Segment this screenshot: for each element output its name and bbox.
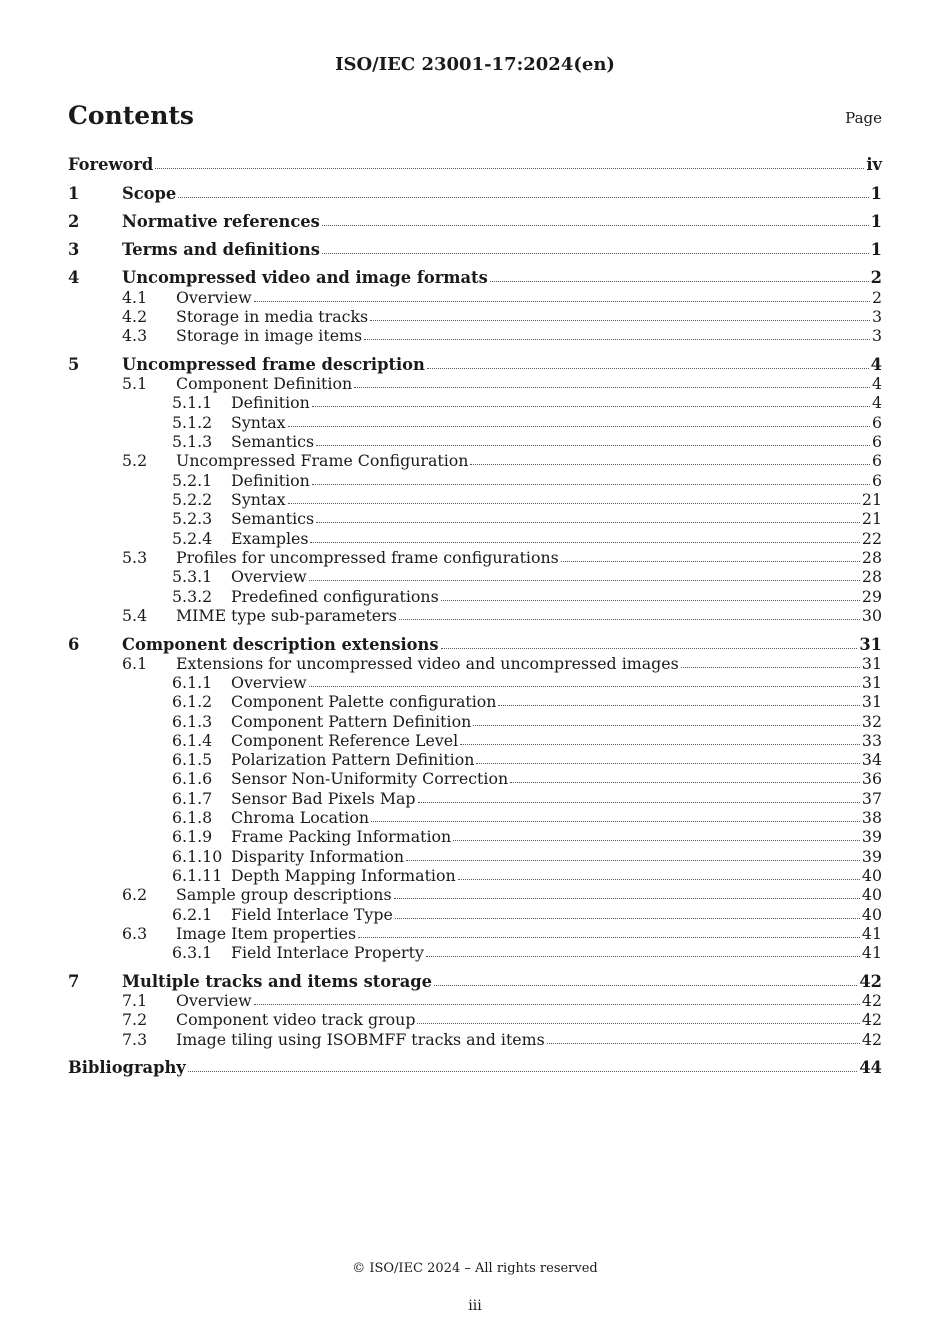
toc-entry-number: 5.3 [122, 548, 148, 567]
toc-entry[interactable] [0, 326, 950, 345]
toc-entry-title: Overview [231, 673, 307, 692]
toc-entry-title: Component video track group [176, 1010, 416, 1029]
toc-entry[interactable] [0, 307, 950, 326]
toc-entry[interactable] [0, 827, 950, 846]
toc-entry[interactable] [0, 240, 950, 259]
toc-entry[interactable] [0, 268, 950, 287]
toc-entry[interactable] [0, 731, 950, 750]
dot-leader [322, 224, 869, 226]
toc-entry-number: 5.4 [122, 606, 148, 625]
toc-entry-page: 2 [870, 268, 882, 287]
dot-leader [394, 897, 860, 899]
toc-entry-number: 6.1.8 [172, 808, 213, 827]
dot-leader [364, 338, 870, 340]
toc-entry[interactable] [0, 413, 950, 432]
toc-entry-number: 5.2.1 [172, 471, 213, 490]
toc-entry-title: Normative references [122, 212, 320, 231]
dot-leader [288, 502, 860, 504]
toc-entry-number: 4.2 [122, 307, 148, 326]
toc-entry-title: Scope [122, 184, 177, 203]
toc-entry-page: 39 [861, 847, 882, 866]
toc-entry[interactable] [0, 972, 950, 991]
toc-entry[interactable] [0, 548, 950, 567]
toc-entry-page: 41 [861, 943, 882, 962]
toc-entry-number: 5 [68, 355, 80, 374]
toc-entry-title: Terms and definitions [122, 240, 320, 259]
toc-entry-number: 6.1.9 [172, 827, 213, 846]
dot-leader [370, 319, 870, 321]
dot-leader [441, 599, 860, 601]
toc-entry-number: 4.3 [122, 326, 148, 345]
toc-entry-page: 42 [859, 972, 882, 991]
toc-entry-page: 31 [859, 635, 882, 654]
toc-entry-title: Examples [231, 529, 309, 548]
dot-leader [316, 444, 870, 446]
dot-leader [453, 839, 860, 841]
toc-entry-number: 5.1.2 [172, 413, 213, 432]
toc-entry-page: 1 [870, 184, 882, 203]
toc-entry-page: 42 [861, 1010, 882, 1029]
toc-entry-title: Multiple tracks and items storage [122, 972, 433, 991]
toc-entry-number: 7 [68, 972, 80, 991]
toc-entry[interactable] [0, 587, 950, 606]
toc-entry-title: Semantics [231, 509, 315, 528]
toc-entry-number: 6.1.11 [172, 866, 223, 885]
toc-entry[interactable] [0, 432, 950, 451]
toc-entry-number: 4.1 [122, 288, 148, 307]
toc-entry[interactable] [0, 212, 950, 231]
toc-entry-title: Component Reference Level [231, 731, 459, 750]
toc-entry-title: Image Item properties [176, 924, 357, 943]
toc-entry-page: 28 [861, 567, 882, 586]
toc-entry-page: 38 [861, 808, 882, 827]
toc-entry-page: 42 [861, 1030, 882, 1049]
toc-entry[interactable] [0, 905, 950, 924]
toc-entry-title: Component Palette configuration [231, 692, 497, 711]
toc-entry-page: 1 [870, 212, 882, 231]
toc-entry-title: Image tiling using ISOBMFF tracks and items [176, 1030, 545, 1049]
toc-entry-number: 6.1.5 [172, 750, 213, 769]
toc-entry-page: 31 [861, 692, 882, 711]
toc-entry-page: 21 [861, 490, 882, 509]
dot-leader [310, 541, 859, 543]
dot-leader [561, 560, 860, 562]
dot-leader [354, 386, 870, 388]
toc-entry-number: 2 [68, 212, 80, 231]
dot-leader [498, 704, 859, 706]
toc-entry-title: Definition [231, 471, 310, 490]
toc-entry[interactable] [0, 567, 950, 586]
toc-entry-title: Uncompressed frame description [122, 355, 425, 374]
toc-entry-page: iv [866, 155, 882, 174]
toc-entry[interactable] [0, 769, 950, 788]
toc-entry-page: 33 [861, 731, 882, 750]
toc-entry-number: 5.1.1 [172, 393, 213, 412]
toc-entry-number: 6.1.3 [172, 712, 213, 731]
toc-entry-page: 36 [861, 769, 882, 788]
toc-entry-page: 6 [871, 413, 882, 432]
toc-entry-title: Bibliography [68, 1058, 186, 1077]
toc-entry[interactable] [0, 924, 950, 943]
toc-entry[interactable] [0, 943, 950, 962]
toc-entry-title: MIME type sub-parameters [176, 606, 397, 625]
toc-entry-title: Syntax [231, 413, 286, 432]
toc-entry-title: Uncompressed video and image formats [122, 268, 488, 287]
toc-entry-title: Overview [176, 288, 252, 307]
toc-entry-page: 34 [861, 750, 882, 769]
toc-entry-page: 3 [871, 326, 882, 345]
toc-entry[interactable] [0, 789, 950, 808]
toc-entry-number: 3 [68, 240, 80, 259]
toc-entry-page: 4 [870, 355, 882, 374]
toc-entry-title: Overview [176, 991, 252, 1010]
toc-entry-title: Extensions for uncompressed video and uncompressed images [176, 654, 679, 673]
toc-entry-page: 41 [861, 924, 882, 943]
dot-leader [490, 280, 869, 282]
toc-entry-page: 31 [861, 654, 882, 673]
toc-entry[interactable] [0, 374, 950, 393]
toc-entry-number: 6.1.1 [172, 673, 213, 692]
toc-entry-title: Predefined configurations [231, 587, 439, 606]
dot-leader [417, 1022, 859, 1024]
toc-entry-number: 6.2 [122, 885, 148, 904]
dot-leader [178, 196, 868, 198]
toc-entry-title: Syntax [231, 490, 286, 509]
dot-leader [547, 1042, 860, 1044]
toc-entry-number: 6.2.1 [172, 905, 213, 924]
toc-entry[interactable] [0, 673, 950, 692]
toc-entry-page: 28 [861, 548, 882, 567]
toc-entry-title: Sample group descriptions [176, 885, 392, 904]
dot-leader [254, 1003, 860, 1005]
toc-entry-page: 42 [861, 991, 882, 1010]
toc-entry[interactable] [0, 529, 950, 548]
toc-entry-title: Field Interlace Type [231, 905, 393, 924]
toc-entry[interactable] [0, 692, 950, 711]
toc-entry[interactable] [0, 184, 950, 203]
toc-entry-title: Sensor Non-Uniformity Correction [231, 769, 509, 788]
dot-leader [371, 820, 860, 822]
toc-entry[interactable] [0, 509, 950, 528]
dot-leader [288, 425, 870, 427]
dot-leader [254, 300, 870, 302]
footer-page-number: iii [468, 1298, 482, 1314]
toc-entry[interactable] [0, 355, 950, 374]
toc-entry-number: 4 [68, 268, 80, 287]
contents-title: Contents [68, 101, 195, 130]
toc-entry[interactable] [0, 606, 950, 625]
toc-entry-number: 7.2 [122, 1010, 148, 1029]
toc-entry-page: 40 [861, 885, 882, 904]
toc-entry-title: Component Definition [176, 374, 353, 393]
toc-entry-number: 5.3.1 [172, 567, 213, 586]
toc-entry-page: 44 [859, 1058, 882, 1077]
dot-leader [434, 984, 857, 986]
toc-entry-page: 3 [871, 307, 882, 326]
dot-leader [309, 685, 860, 687]
toc-entry-page: 31 [861, 673, 882, 692]
toc-entry-title: Storage in media tracks [176, 307, 369, 326]
toc-entry-page: 2 [871, 288, 882, 307]
toc-entry-number: 6.1.10 [172, 847, 223, 866]
toc-entry-number: 5.1.3 [172, 432, 213, 451]
toc-entry-title: Disparity Information [231, 847, 405, 866]
dot-leader [418, 801, 860, 803]
toc-entry[interactable] [0, 393, 950, 412]
dot-leader [395, 917, 860, 919]
toc-entry-number: 5.2.3 [172, 509, 213, 528]
toc-entry-number: 6.3.1 [172, 943, 213, 962]
toc-entry[interactable] [0, 654, 950, 673]
toc-entry-page: 22 [861, 529, 882, 548]
toc-entry-page: 40 [861, 866, 882, 885]
dot-leader [510, 781, 860, 783]
toc-entry[interactable] [0, 635, 950, 654]
toc-entry-page: 32 [861, 712, 882, 731]
toc-entry[interactable] [0, 288, 950, 307]
toc-entry-title: Polarization Pattern Definition [231, 750, 475, 769]
toc-entry[interactable] [0, 1058, 950, 1077]
dot-leader [155, 167, 864, 169]
toc-entry-title: Foreword [68, 155, 154, 174]
toc-entry-number: 6.1.6 [172, 769, 213, 788]
toc-entry-title: Definition [231, 393, 310, 412]
toc-entry[interactable] [0, 471, 950, 490]
toc-entry-number: 5.2 [122, 451, 148, 470]
toc-entry-title: Component Pattern Definition [231, 712, 472, 731]
toc-entry-number: 1 [68, 184, 80, 203]
toc-entry-number: 6.1.4 [172, 731, 213, 750]
toc-entry-title: Chroma Location [231, 808, 370, 827]
toc-entry[interactable] [0, 1010, 950, 1029]
toc-entry-title: Component description extensions [122, 635, 439, 654]
toc-entry-page: 37 [861, 789, 882, 808]
toc-entry-page: 40 [861, 905, 882, 924]
dot-leader [406, 859, 860, 861]
toc-entry[interactable] [0, 712, 950, 731]
toc-entry[interactable] [0, 991, 950, 1010]
toc-entry-page: 29 [861, 587, 882, 606]
toc-entry[interactable] [0, 490, 950, 509]
dot-leader [426, 955, 860, 957]
toc-entry-number: 5.2.2 [172, 490, 213, 509]
dot-leader [476, 762, 859, 764]
toc-entry[interactable] [0, 155, 950, 174]
dot-leader [460, 743, 860, 745]
toc-entry[interactable] [0, 1030, 950, 1049]
toc-entry-number: 6.1.7 [172, 789, 213, 808]
toc-entry-number: 6 [68, 635, 80, 654]
toc-entry-number: 5.1 [122, 374, 148, 393]
dot-leader [681, 666, 860, 668]
page-column-label: Page [845, 109, 882, 127]
toc-entry-number: 6.1.2 [172, 692, 213, 711]
dot-leader [458, 878, 860, 880]
toc-entry[interactable] [0, 808, 950, 827]
toc-entry-title: Sensor Bad Pixels Map [231, 789, 416, 808]
toc-entry-number: 5.3.2 [172, 587, 213, 606]
dot-leader [309, 579, 860, 581]
toc-entry-page: 4 [871, 393, 882, 412]
toc-entry[interactable] [0, 885, 950, 904]
dot-leader [473, 724, 860, 726]
dot-leader [441, 647, 858, 649]
toc-entry-page: 30 [861, 606, 882, 625]
dot-leader [312, 483, 870, 485]
dot-leader [427, 367, 869, 369]
dot-leader [470, 463, 869, 465]
toc-entry-page: 39 [861, 827, 882, 846]
dot-leader [322, 252, 869, 254]
dot-leader [312, 405, 870, 407]
toc-entry-title: Semantics [231, 432, 315, 451]
toc-entry[interactable] [0, 750, 950, 769]
toc-entry-page: 6 [871, 471, 882, 490]
toc-entry-title: Profiles for uncompressed frame configurations [176, 548, 559, 567]
toc-entry-page: 1 [870, 240, 882, 259]
toc-entry-title: Frame Packing Information [231, 827, 452, 846]
toc-entry-title: Storage in image items [176, 326, 363, 345]
toc-entry-number: 6.3 [122, 924, 148, 943]
toc-entry[interactable] [0, 451, 950, 470]
toc-entry-page: 21 [861, 509, 882, 528]
dot-leader [188, 1070, 858, 1072]
dot-leader [358, 936, 860, 938]
toc-entry-number: 5.2.4 [172, 529, 213, 548]
toc-entry-title: Overview [231, 567, 307, 586]
toc-entry-page: 4 [871, 374, 882, 393]
toc-entry-number: 6.1 [122, 654, 148, 673]
dot-leader [316, 521, 860, 523]
toc-entry-page: 6 [871, 432, 882, 451]
toc-entry[interactable] [0, 847, 950, 866]
toc-entry-title: Field Interlace Property [231, 943, 424, 962]
dot-leader [399, 618, 860, 620]
toc-entry-title: Uncompressed Frame Configuration [176, 451, 469, 470]
document-header: ISO/IEC 23001-17:2024(en) [335, 54, 615, 75]
toc-entry-page: 6 [871, 451, 882, 470]
toc-entry[interactable] [0, 866, 950, 885]
footer-copyright: © ISO/IEC 2024 – All rights reserved [352, 1261, 598, 1276]
toc-entry-number: 7.3 [122, 1030, 148, 1049]
toc-entry-title: Depth Mapping Information [231, 866, 456, 885]
toc-entry-number: 7.1 [122, 991, 148, 1010]
